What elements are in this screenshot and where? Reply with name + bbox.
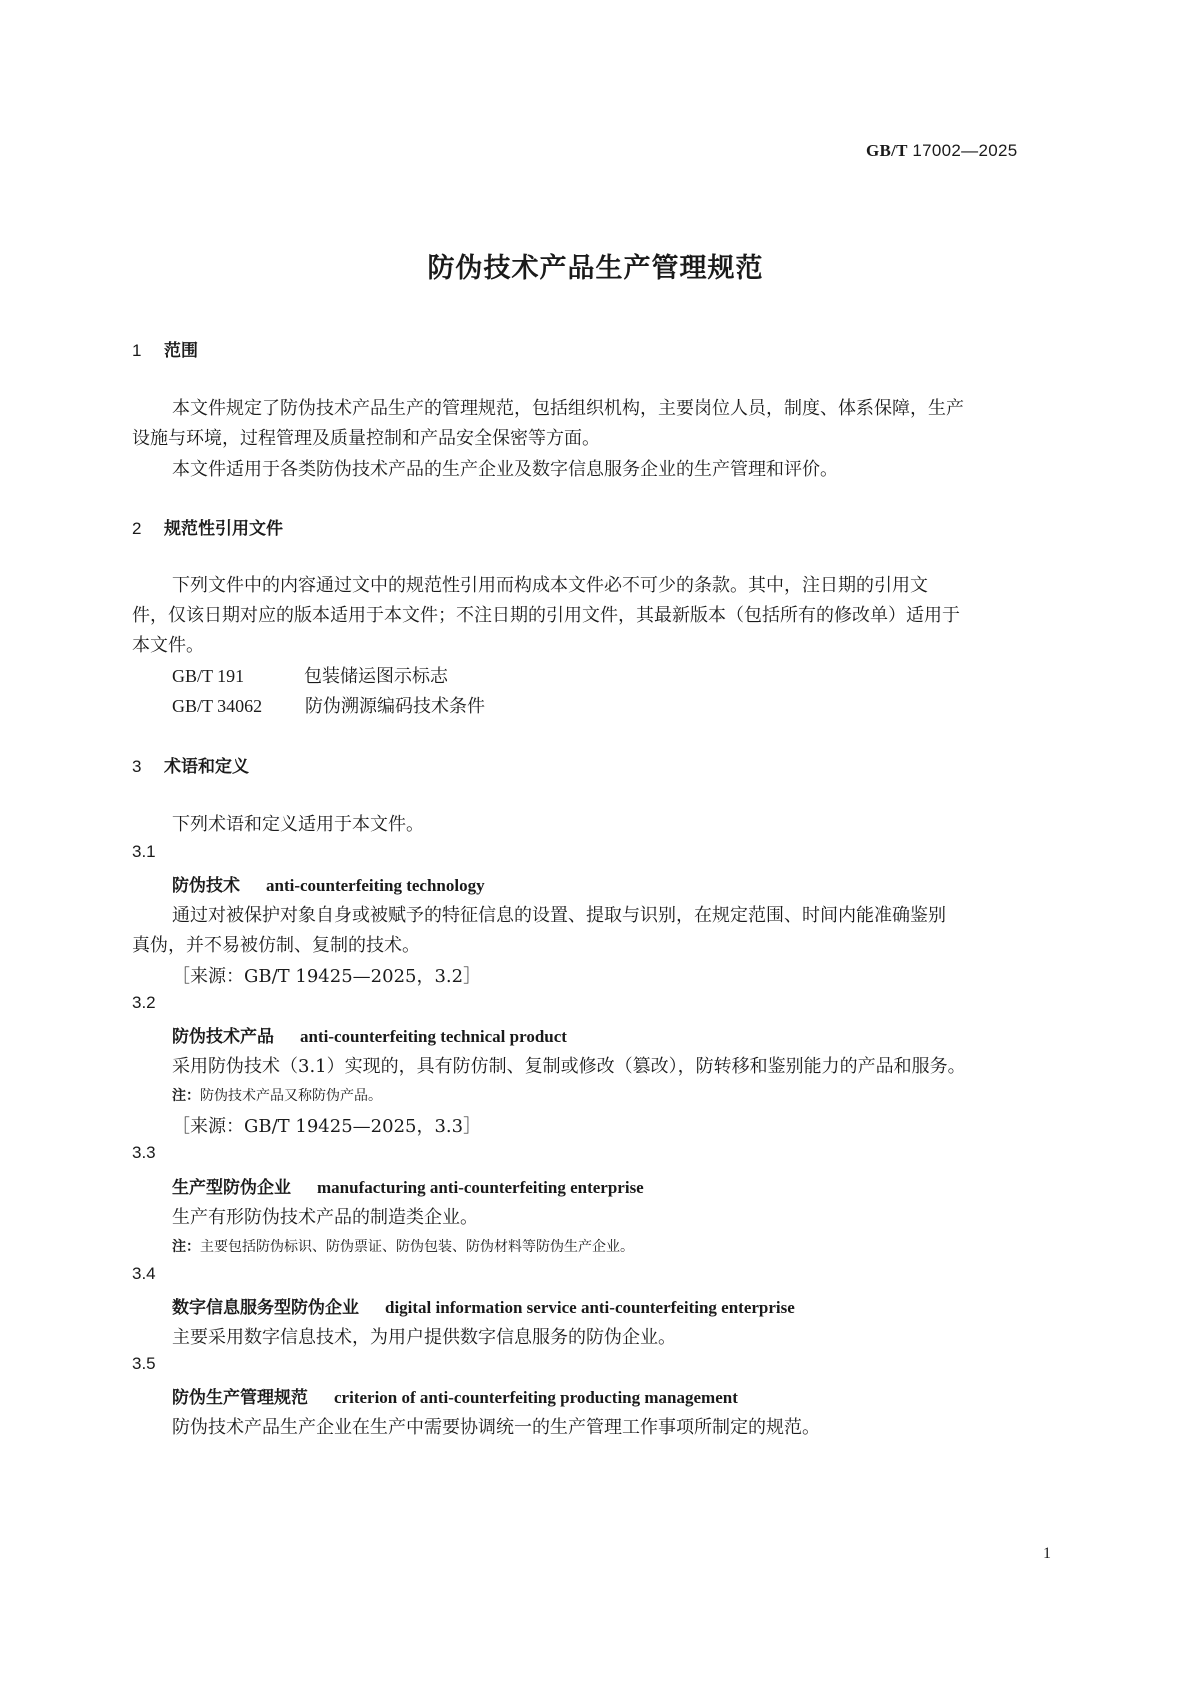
standard-number [866,141,1017,161]
term-source: ［来源：GB/T 19425—2025，3.2］ [172,966,482,987]
term-number: 3.2 [132,993,156,1012]
note-label: 注： [172,1239,200,1255]
term-number: 3.5 [132,1354,156,1373]
term-source: ［来源：GB/T 19425—2025，3.3］ [172,1116,482,1137]
reference-code: GB/T 34062 [172,696,263,716]
paragraph-line: 本文件。 [132,635,204,656]
term-zh: 生产型防伪企业 [172,1178,291,1198]
paragraph-line: 本文件适用于各类防伪技术产品的生产企业及数字信息服务企业的生产管理和评价。 [172,459,838,480]
term-note [172,1085,382,1105]
page-number: 1 [1043,1545,1051,1562]
term-zh: 数字信息服务型防伪企业 [172,1298,359,1318]
reference-code: GB/T 191 [172,666,245,686]
term-en: digital information service anti-counterfeiting enterprise [385,1298,795,1317]
standard-prefix: GB/T [866,141,908,160]
paragraph-line: 本文件规定了防伪技术产品生产的管理规范，包括组织机构，主要岗位人员，制度、体系保障，生产 [172,398,964,419]
term-heading [172,1022,567,1047]
term-heading [172,1383,738,1408]
reference-title: 防伪溯源编码技术条件 [305,696,485,717]
section-2-heading [132,514,283,539]
section-number: 3 [132,757,142,776]
section-title: 规范性引用文件 [164,519,283,539]
paragraph-line: 设施与环境，过程管理及质量控制和产品安全保密等方面。 [132,428,600,449]
reference-item [172,662,448,688]
definition-line: 通过对被保护对象自身或被赋予的特征信息的设置、提取与识别，在规定范围、时间内能准确鉴别 [172,905,946,926]
term-note [172,1236,634,1256]
term-number: 3.1 [132,842,156,861]
section-number: 1 [132,341,142,360]
term-zh: 防伪技术 [172,876,240,896]
definition-line: 真伪，并不易被仿制、复制的技术。 [132,935,420,956]
reference-title: 包装储运图示标志 [304,666,448,687]
section-title: 范围 [164,341,198,361]
reference-item [172,692,485,718]
term-en: criterion of anti-counterfeiting producting management [334,1388,738,1407]
section-intro: 下列术语和定义适用于本文件。 [172,814,424,835]
standard-code: 17002—2025 [912,141,1018,160]
definition-line: 生产有形防伪技术产品的制造类企业。 [172,1207,478,1228]
definition-line: 防伪技术产品生产企业在生产中需要协调统一的生产管理工作事项所制定的规范。 [172,1417,820,1438]
term-en: manufacturing anti-counterfeiting enterprise [317,1178,644,1197]
term-zh: 防伪生产管理规范 [172,1388,308,1408]
term-heading [172,871,485,896]
section-title: 术语和定义 [164,757,249,777]
note-text: 防伪技术产品又称防伪产品。 [200,1088,382,1104]
paragraph-line: 下列文件中的内容通过文中的规范性引用而构成本文件必不可少的条款。其中，注日期的引用文 [172,575,928,596]
term-zh: 防伪技术产品 [172,1027,274,1047]
term-heading [172,1293,795,1318]
term-number: 3.3 [132,1143,156,1162]
term-heading [172,1173,644,1198]
section-1-heading [132,336,198,361]
term-en: anti-counterfeiting technical product [300,1027,567,1046]
section-number: 2 [132,519,142,538]
note-label: 注： [172,1088,200,1104]
section-3-heading [132,752,249,777]
paragraph-line: 件，仅该日期对应的版本适用于本文件；不注日期的引用文件，其最新版本（包括所有的修改单）适用于 [132,605,960,626]
term-number: 3.4 [132,1264,156,1283]
term-en: anti-counterfeiting technology [266,876,485,895]
definition-line: 采用防伪技术（3.1）实现的，具有防仿制、复制或修改（篡改），防转移和鉴别能力的产品和服务。 [172,1056,966,1077]
note-text: 主要包括防伪标识、防伪票证、防伪包装、防伪材料等防伪生产企业。 [200,1239,634,1255]
definition-line: 主要采用数字信息技术，为用户提供数字信息服务的防伪企业。 [172,1327,676,1348]
document-title: 防伪技术产品生产管理规范 [427,253,764,284]
